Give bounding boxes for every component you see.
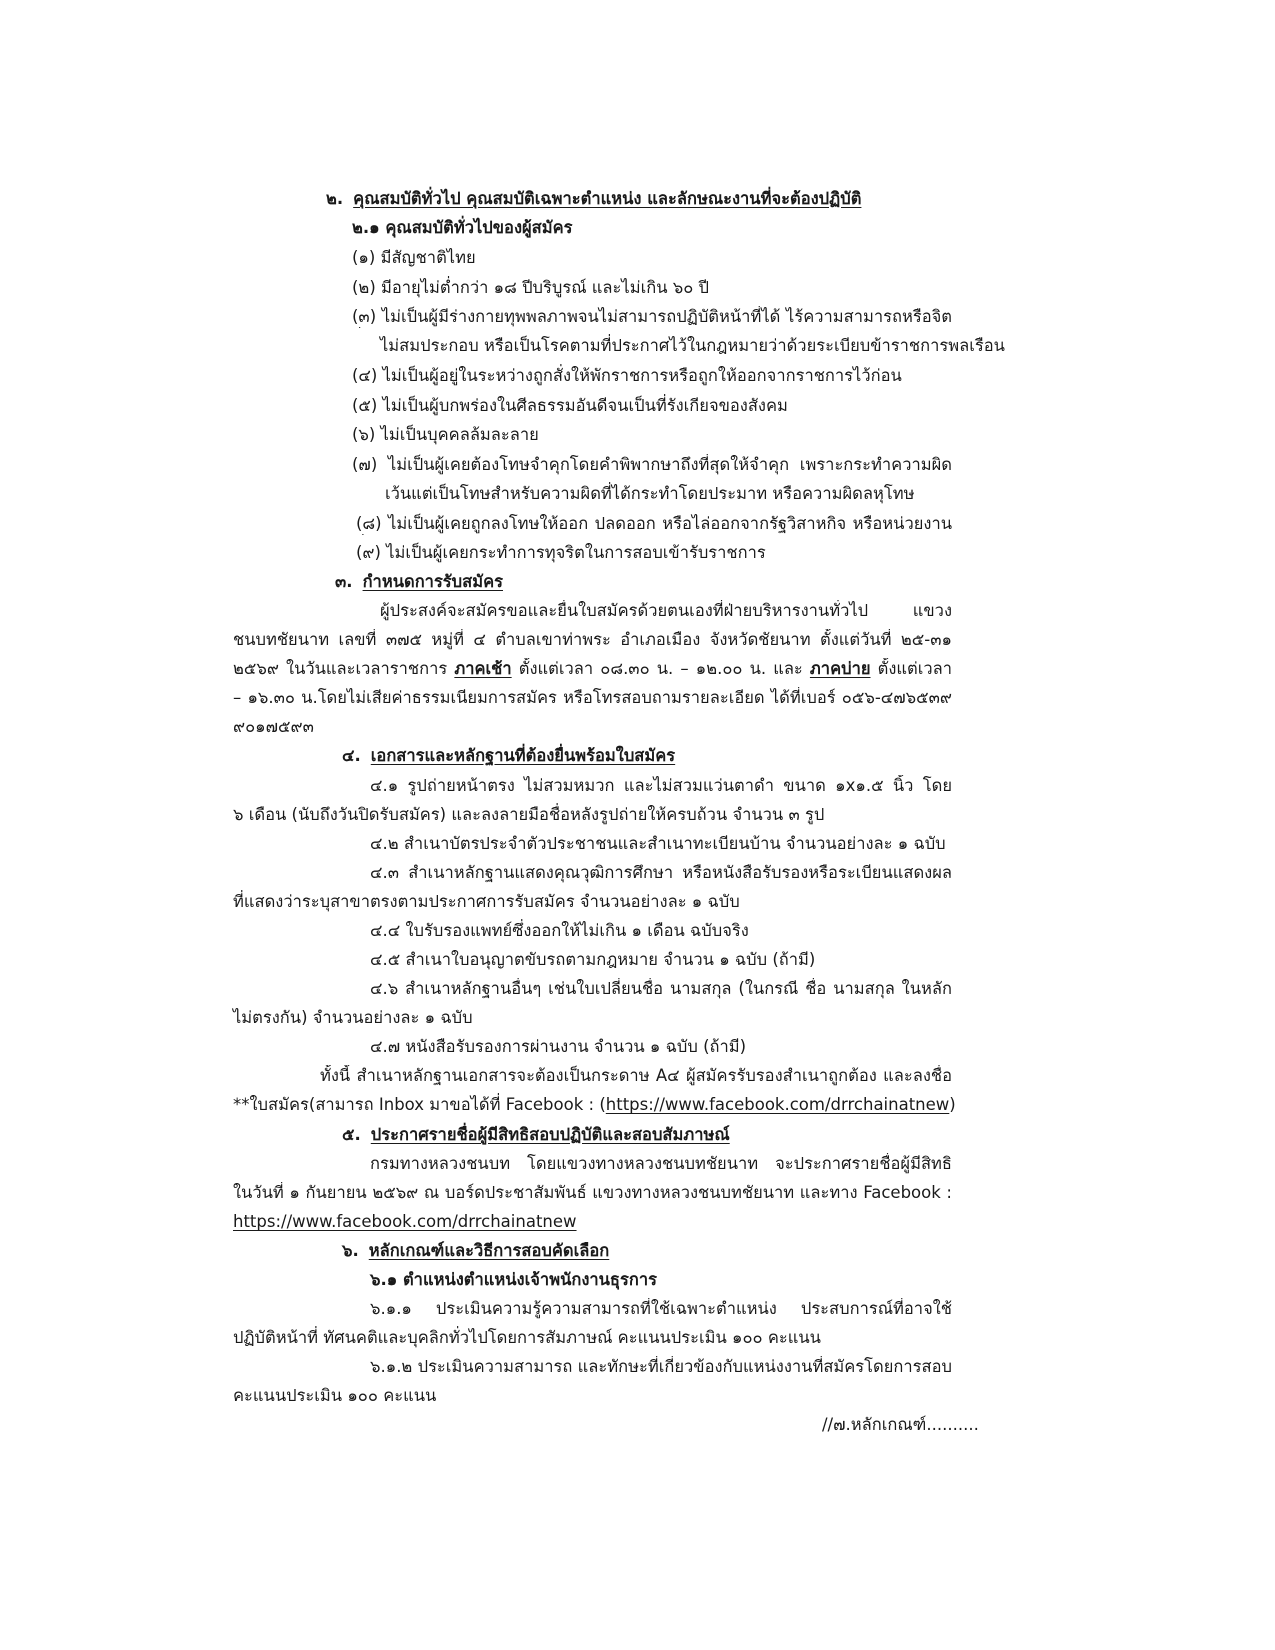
text-run: ตั้งแต่เวลา (877, 659, 952, 678)
document-item: ไม่ตรงกัน) จำนวนอย่างละ ๑ ฉบับ (233, 1008, 473, 1027)
criteria-item: ๖.๑.๑ ประเมินความรู้ความสามารถที่ใช้เฉพาะตำแหน่ง ประสบการณ์ที่อาจใช้ (370, 1299, 952, 1318)
section-5-heading (342, 1124, 730, 1146)
morning-session-label: ภาคเช้า (454, 659, 512, 678)
qualification-line: (๙) ไม่เป็นผู้เคยกระทำการทุจริตในการสอบเข้ารับราชการ (356, 543, 766, 562)
qualification-line: (๘) ไม่เป็นผู้เคยถูกลงโทษให้ออก ปลดออก หรือไล่ออกจากรัฐวิสาหกิจ หรือหน่วยงาน (356, 514, 952, 533)
qualification-line: เว้นแต่เป็นโทษสำหรับความผิดที่ได้กระทำโดยประมาท หรือความผิดลหุโทษ (385, 484, 915, 503)
section-number: ๖. (342, 1241, 359, 1260)
qualification-line: ไม่สมประกอบ หรือเป็นโรคตามที่ประกาศไว้ในกฎหมายว่าด้วยระเบียบข้าราชการพลเรือน (380, 336, 1005, 355)
afternoon-session-label: ภาคบ่าย (809, 659, 871, 678)
subsection-title: ๖.๑ ตำแหน่งตำแหน่งเจ้าพนักงานธุรการ (370, 1270, 657, 1289)
qualification-line: (๔) ไม่เป็นผู้อยู่ในระหว่างถูกสั่งให้พักราชการหรือถูกให้ออกจากราชการไว้ก่อน (352, 366, 902, 385)
section-4-heading (342, 745, 675, 767)
qualification-line: (๕) ไม่เป็นผู้บกพร่องในศีลธรรมอันดีจนเป็นที่รังเกียจของสังคม (352, 396, 788, 415)
continuation-note: //๗.หลักเกณฑ์.......... (822, 1415, 979, 1434)
section-title: เอกสารและหลักฐานที่ต้องยื่นพร้อมใบสมัคร (370, 746, 676, 765)
section-3-heading (335, 571, 503, 593)
section-title: หลักเกณฑ์และวิธีการสอบคัดเลือก (368, 1241, 610, 1260)
facebook-link[interactable]: https://www.facebook.com/drrchainatnew (233, 1212, 577, 1231)
paragraph-line: – ๑๖.๓๐ น.โดยไม่เสียค่าธรรมเนียมการสมัคร หรือโทรสอบถามรายละเอียด ได้ที่เบอร์ ๐๕๖-๔๗๖๕๓๙ (233, 688, 952, 707)
document-item: ที่แสดงว่าระบุสาขาตรงตามประกาศการรับสมัคร จำนวนอย่างละ ๑ ฉบับ (233, 892, 740, 911)
qualification-line: (๑) มีสัญชาติไทย (352, 248, 476, 267)
section-number: ๕. (342, 1125, 361, 1144)
qualification-line: (๒) มีอายุไม่ต่ำกว่า ๑๘ ปีบริบูรณ์ และไม่เกิน ๖๐ ปี (352, 278, 709, 297)
document-item: ๔.๔ ใบรับรองแพทย์ซึ่งออกให้ไม่เกิน ๑ เดือน ฉบับจริง (370, 921, 749, 940)
paragraph-line: ๙๐๑๗๕๙๓ (233, 717, 314, 736)
application-form-line (233, 1094, 956, 1116)
criteria-item: ๖.๑.๒ ประเมินความสามารถ และทักษะที่เกี่ยวข้องกับแหน่งงานที่สมัครโดยการสอบ (370, 1357, 952, 1376)
section-title: กำหนดการรับสมัคร (362, 572, 503, 591)
criteria-item: ปฏิบัติหน้าที่ ทัศนคติและบุคลิกทั่วไปโดยการสัมภาษณ์ คะแนนประเมิน ๑๐๐ คะแนน (233, 1328, 821, 1347)
section-title: ประกาศรายชื่อผู้มีสิทธิสอบปฏิบัติและสอบสัมภาษณ์ (370, 1125, 730, 1144)
paragraph-line: ผู้ประสงค์จะสมัครขอและยื่นใบสมัครด้วยตนเองที่ฝ่ายบริหารงานทั่วไป แขวง (380, 601, 952, 620)
section-number: ๓. (335, 572, 353, 591)
document-note: ทั้งนี้ สำเนาหลักฐานเอกสารจะต้องเป็นกระดาษ A๔ ผู้สมัครรับรองสำเนาถูกต้อง และลงชื่อ (320, 1066, 952, 1085)
paragraph-line: ชนบทชัยนาท เลขที่ ๓๗๕ หมู่ที่ ๔ ตำบลเขาท่าพระ อำเภอเมือง จังหวัดชัยนาท ตั้งแต่วันที่ ๒๕-๓๑ (233, 630, 952, 649)
qualification-line: (๖) ไม่เป็นบุคคลล้มละลาย (352, 425, 539, 444)
document-item: ๔.๗ หนังสือรับรองการผ่านงาน จำนวน ๑ ฉบับ (ถ้ามี) (370, 1037, 747, 1056)
text-run: ๒๕๖๙ ในวันและเวลาราชการ (233, 659, 448, 678)
section-title: คุณสมบัติทั่วไป คุณสมบัติเฉพาะตำแหน่ง และลักษณะงานที่จะต้องปฏิบัติ (353, 189, 862, 208)
section-6-heading (342, 1240, 609, 1262)
subsection-title: ๒.๑ คุณสมบัติทั่วไปของผู้สมัคร (352, 218, 573, 237)
paragraph-line (233, 658, 952, 680)
document-item: ๔.๑ รูปถ่ายหน้าตรง ไม่สวมหมวก และไม่สวมแว่นตาดำ ขนาด ๑x๑.๕ นิ้ว โดย (370, 776, 952, 795)
paragraph-line: กรมทางหลวงชนบท โดยแขวงทางหลวงชนบทชัยนาท จะประกาศรายชื่อผู้มีสิทธิ (370, 1154, 952, 1173)
document-item: ๔.๖ สำเนาหลักฐานอื่นๆ เช่นใบเปลี่ยนชื่อ นามสกุล (ในกรณี ชื่อ นามสกุล ในหลัก (370, 979, 952, 998)
text-run: ตั้งแต่เวลา ๐๘.๓๐ น. – ๑๒.๐๐ น. และ (518, 659, 803, 678)
text-run: **ใบสมัคร(สามารถ Inbox มาขอได้ที่ Facebook : ( (233, 1095, 606, 1114)
text-run: ) (949, 1095, 956, 1114)
qualification-line: (๗) ไม่เป็นผู้เคยต้องโทษจำคุกโดยคำพิพากษาถึงที่สุดให้จำคุก เพราะกระทำความผิด (352, 455, 952, 474)
section-2-heading (326, 188, 861, 210)
document-item: ๔.๕ สำเนาใบอนุญาตขับรถตามกฎหมาย จำนวน ๑ ฉบับ (ถ้ามี) (370, 950, 816, 969)
section-number: ๔. (342, 746, 361, 765)
qualification-line: (๓) ไม่เป็นผู้มีร่างกายทุพพลภาพจนไม่สามารถปฏิบัติหน้าที่ได้ ไร้ความสามารถหรือจิต (352, 307, 952, 326)
document-item: ๖ เดือน (นับถึงวันปิดรับสมัคร) และลงลายมือชื่อหลังรูปถ่ายให้ครบถ้วน จำนวน ๓ รูป (233, 805, 825, 824)
document-item: ๔.๓ สำเนาหลักฐานแสดงคุณวุฒิการศึกษา หรือหนังสือรับรองหรือระเบียนแสดงผล (370, 863, 952, 882)
section-number: ๒. (326, 189, 344, 208)
document-item: ๔.๒ สำเนาบัตรประจำตัวประชาชนและสำเนาทะเบียนบ้าน จำนวนอย่างละ ๑ ฉบับ (370, 834, 946, 853)
facebook-link[interactable]: https://www.facebook.com/drrchainatnew (605, 1095, 950, 1114)
paragraph-line: ในวันที่ ๑ กันยายน ๒๕๖๙ ณ บอร์ดประชาสัมพันธ์ แขวงทางหลวงชนบทชัยนาท และทาง Facebook : (233, 1183, 952, 1202)
criteria-item: คะแนนประเมิน ๑๐๐ คะแนน (233, 1386, 437, 1405)
